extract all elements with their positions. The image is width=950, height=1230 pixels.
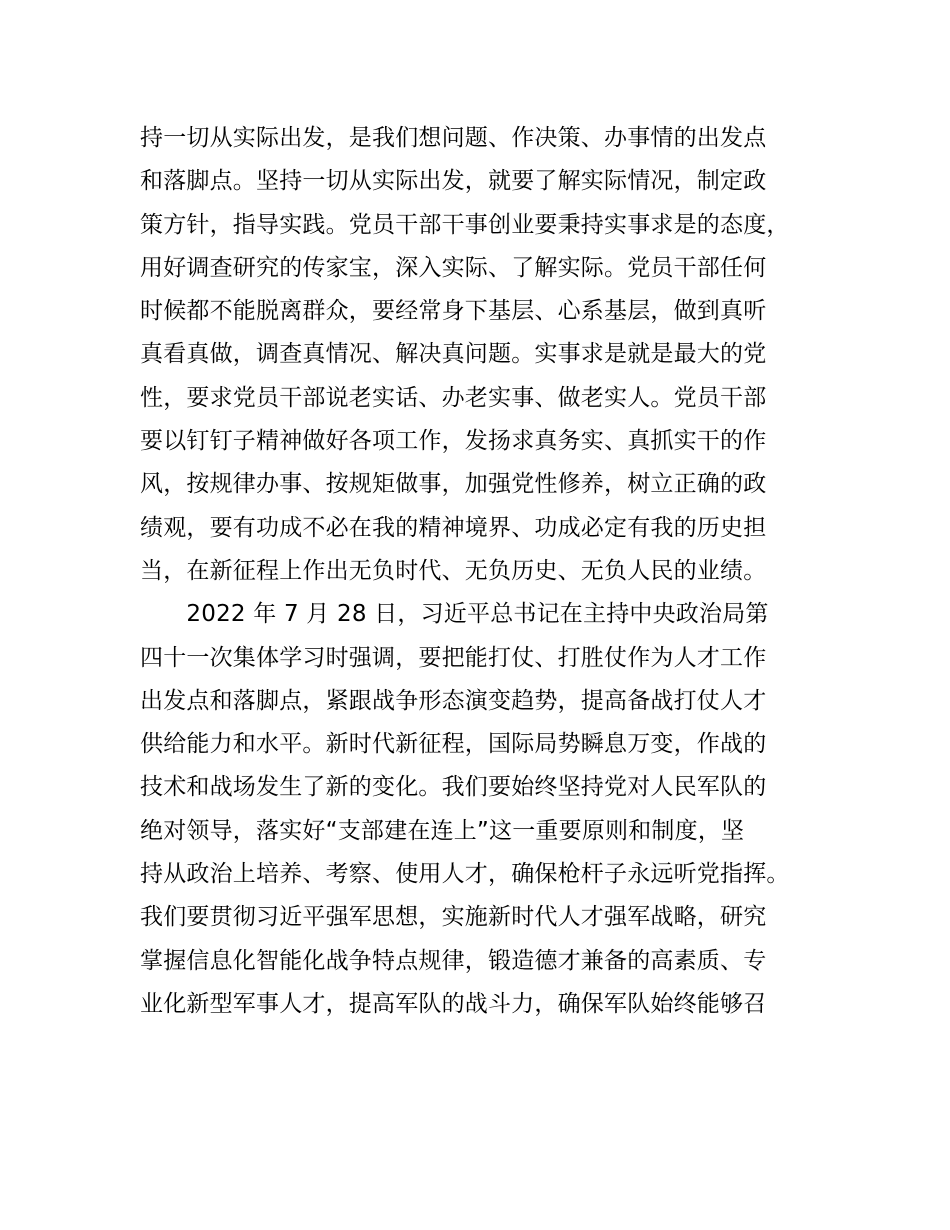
text-line: 我们要贯彻习近平强军思想，实施新时代人才强军战略，研究	[140, 904, 767, 931]
text-line: 持从政治上培养、考察、使用人才，确保枪杆子永远听党指挥。	[140, 861, 790, 888]
text-line: 策方针，指导实践。党员干部干事创业要秉持实事求是的态度，	[140, 211, 790, 238]
text-line: 时候都不能脱离群众，要经常身下基层、心系基层，做到真听	[140, 298, 767, 325]
text-line: 风，按规律办事、按规矩做事，加强党性修养，树立正确的政	[140, 471, 767, 498]
text-line: 要以钉钉子精神做好各项工作，发扬求真务实、真抓实干的作	[140, 428, 767, 455]
text-line: 绝对领导，落实好“支部建在连上”这一重要原则和制度，坚	[140, 817, 745, 844]
text-line: 绩观，要有功成不必在我的精神境界、功成必定有我的历史担	[140, 514, 767, 541]
paragraph-1	[140, 117, 840, 593]
text-line: 性，要求党员干部说老实话、办老实事、做老实人。党员干部	[140, 384, 767, 411]
text-line: 业化新型军事人才，提高军队的战斗力，确保军队始终能够召	[140, 990, 767, 1017]
text-line: 技术和战场发生了新的变化。我们要始终坚持党对人民军队的	[140, 774, 767, 801]
text-line: 四十一次集体学习时强调，要把能打仗、打胜仗作为人才工作	[140, 644, 767, 671]
text-line: 掌握信息化智能化战争特点规律，锻造德才兼备的高素质、专	[140, 947, 767, 974]
text-line: 当，在新征程上作出无负时代、无负历史、无负人民的业绩。	[140, 557, 767, 584]
text-line: 持一切从实际出发，是我们想问题、作决策、办事情的出发点	[140, 125, 767, 151]
text-line: 供给能力和水平。新时代新征程，国际局势瞬息万变，作战的	[140, 731, 767, 758]
text-line: 2022 年 7 月 28 日，习近平总书记在主持中央政治局第	[140, 601, 769, 628]
document-body	[140, 117, 840, 1026]
text-line: 和落脚点。坚持一切从实际出发，就要了解实际情况，制定政	[140, 168, 767, 195]
text-line: 用好调查研究的传家宝，深入实际、了解实际。党员干部任何	[140, 254, 767, 281]
text-line: 出发点和落脚点，紧跟战争形态演变趋势，提高备战打仗人才	[140, 687, 767, 714]
paragraph-2	[140, 593, 840, 1026]
text-line: 真看真做，调查真情况、解决真问题。实事求是就是最大的党	[140, 341, 767, 368]
